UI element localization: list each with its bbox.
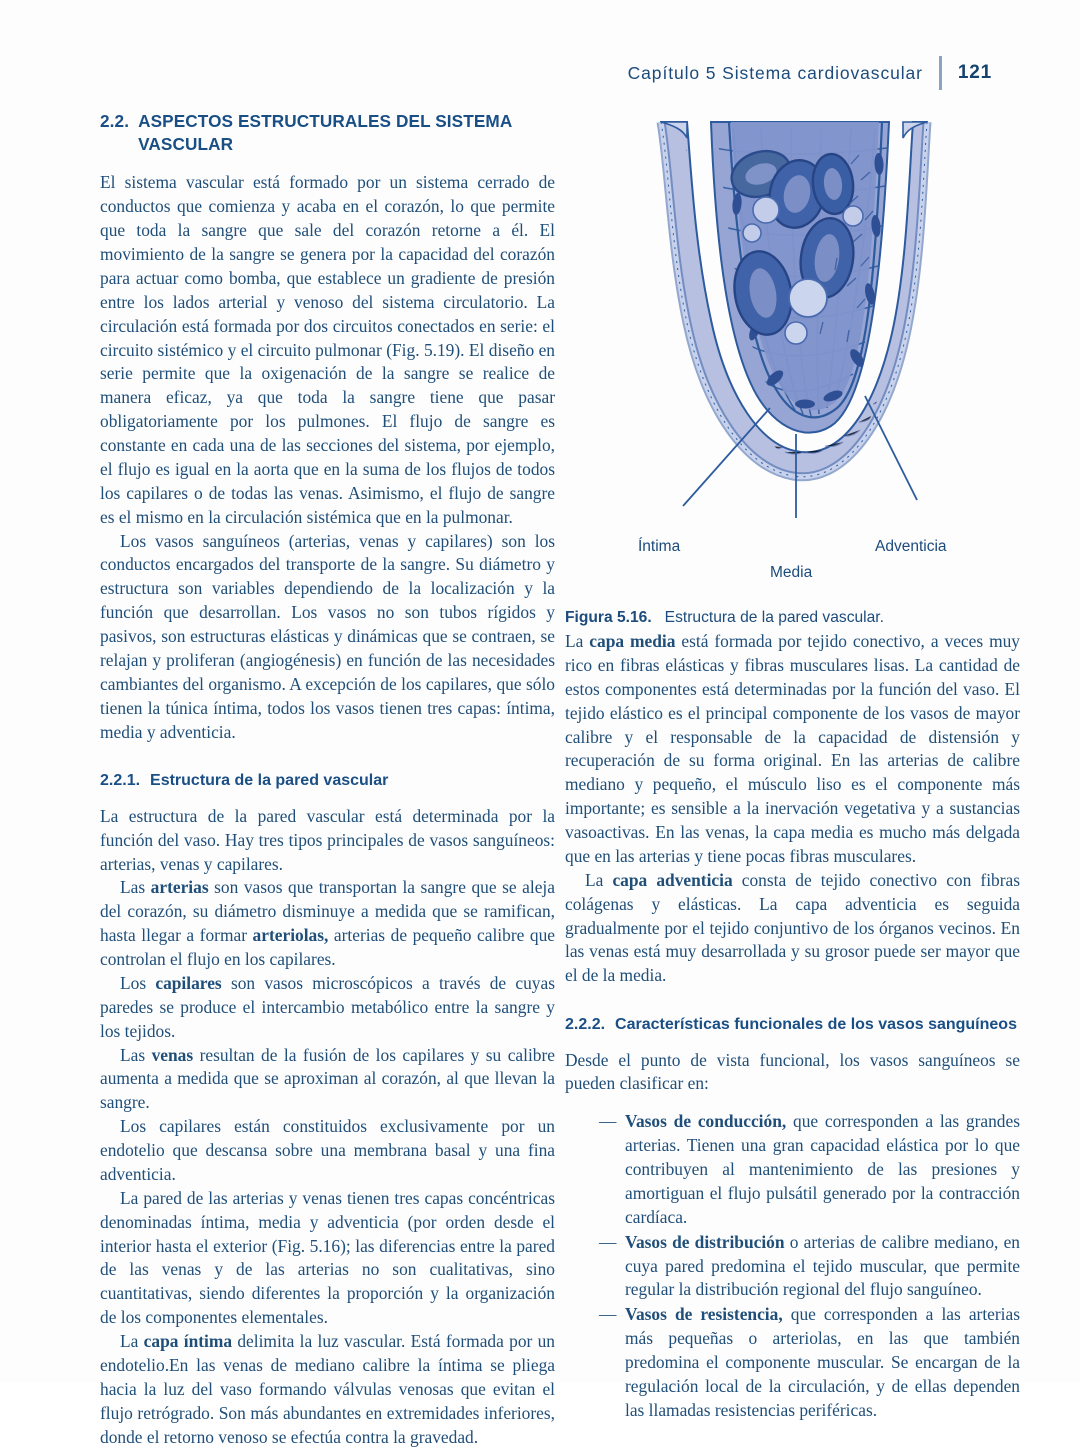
right-column: [565, 630, 1020, 1424]
subsection-heading-2-2-1: [100, 770, 555, 791]
figure-label-intima: Íntima: [638, 538, 681, 555]
paragraph: Las arterias son vasos que transportan la sangre que se aleja del corazón, su diámetro disminuye a medida que se ramifican, hasta llegar a formar arteriolas, arterias de pequeño calibre que controlan el flujo en los capilares.: [100, 877, 556, 970]
subsection-title: Estructura de la pared vascular: [150, 772, 389, 790]
list-dash: —: [599, 1304, 617, 1325]
paragraph: La capa adventicia consta de tejido conectivo con fibras colágenas y elásticas. La capa adventicia es seguida gradualmente por el tejido conjuntivo de los órganos vecinos. En las venas está muy desarrollada y su grosor puede ser mayor que el de la media.: [565, 869, 1020, 986]
list-dash: —: [599, 1231, 617, 1252]
leader-adventicia: [865, 396, 917, 500]
list-dash: —: [599, 1111, 617, 1132]
paragraph: Los vasos sanguíneos (arterias, venas y capilares) son los conductos encargados del transporte de la sangre. Su diámetro y estructura son variables dependiendo de la localización y la función que desarrollan. Los vasos no son tubos rígidos y pasivos, son estructuras elásticas y dinámicas que se contraen, se relajan y proliferan (angiogénesis) en función de las necesidades cambiantes del organismo. A excepción de los capilares, que sólo tienen la túnica íntima, todos los vasos tienen tres capas: íntima, media y adventicia.: [100, 530, 555, 742]
list-item: — Vasos de conducción, que corresponden a las grandes arterias. Tienen una gran capacidad elástica por lo que contribuyen al mantenimiento de las presiones y amortiguan el flujo pulsátil generado por la contracción cardíaca.: [599, 1111, 1020, 1227]
left-subsection-body: [100, 805, 555, 1449]
paragraph: Las venas resultan de la fusión de los capilares y su calibre aumenta a medida que se aproximan al corazón, al que llevan la sangre.: [100, 1044, 555, 1113]
paragraph: El sistema vascular está formado por un sistema cerrado de conductos que comienza y acaba en el corazón, lo que permite que toda la sangre que sale del corazón retorne a él. El movimiento de la sangre se genera por la capacidad del corazón para actuar como bomba, que establece un gradiente de presión entre los lados arterial y venoso del sistema circulatorio. La circulación está formada por dos circuitos conectados en serie: el circuito sistémico y el circuito pulmonar (Fig. 5.19). El diseño en serie permite que la oxigenación de la sangre se realice de manera eficaz, ya que toda la sangre tiene que pasar obligatoriamente por los pulmones. El flujo de sangre es constante en cada una de las secciones del sistema, por ejemplo, el flujo es igual en la aorta que en la suma de los flujos de todos los capilares o de todas las venas. Asimismo, el flujo de sangre es el mismo en la circulación sistémica que en la pulmonar.: [100, 172, 555, 527]
figure-5-16: [565, 108, 1020, 628]
vessel-type-list: [565, 1110, 1020, 1422]
running-head-chapter: Capítulo 5 Sistema cardiovascular: [627, 62, 923, 83]
list-item: — Vasos de distribución o arterias de calibre mediano, en cuya pared predomina el tejido muscular, que permite regular la distribución regional del flujo sanguíneo.: [599, 1231, 1020, 1300]
running-head: [628, 56, 992, 90]
vessel-wall-illustration: [565, 108, 1020, 528]
section-heading-2-2: [100, 110, 555, 155]
left-column: [100, 110, 555, 1449]
list-item: — Vasos de resistencia, que corresponden a las arterias más pequeñas o arteriolas, en las que también predomina el componente muscular. Se encargan de la regulación local de la circulación, y de ellas dependen las llamadas resistencias periféricas.: [599, 1304, 1021, 1420]
paragraph: La pared de las arterias y venas tienen tres capas concéntricas denominadas íntima, media y adventicia (por orden desde el interior hasta el exterior (Fig. 5.16); las diferencias entre la pared de las venas y de las arterias no son cualitativas, sino cuantitativas, siendo diferentes la proporción y la organización de los componentes elementales.: [100, 1187, 555, 1328]
subsection-number: 2.2.2.: [565, 1016, 606, 1034]
subsection-title: Características funcionales de los vasos sanguíneos: [615, 1016, 1017, 1034]
figure-label-media: Media: [770, 564, 813, 581]
right-column-paragraphs: [565, 630, 1020, 988]
paragraph: La capa íntima delimita la luz vascular. Está formada por un endotelio.En las venas de mediano calibre la íntima se pliega hacia la luz del vaso formando válvulas venosas que evitan el flujo retrógrado. Son más abundantes en extremidades inferiores, donde el retorno venoso se efectúa contra la gravedad.: [100, 1331, 555, 1447]
figure-labels: [565, 528, 1020, 590]
figure-caption: [565, 608, 1020, 628]
paragraph: La capa media está formada por tejido conectivo, a veces muy rico en fibras elásticas y fibras musculares lisas. La cantidad de estos componentes está determinadas por la función del vaso. El tejido elástico es el principal componente de los vasos de mayor calibre y el responsable de la capacidad de distensión y recuperación de su forma original. En las arterias de calibre mediano y pequeño, el músculo liso es el componente más importante; es sensible a la inervación vegetativa y a sustancias vasoactivas. En las venas, la capa media es mucho más delgada que en las arterias y tiene pocas fibras musculares.: [565, 631, 1020, 866]
running-head-divider: [939, 56, 942, 90]
paragraph: Los capilares están constituidos exclusivamente por un endotelio que descansa sobre una membrana basal y una fina adventicia.: [100, 1116, 555, 1184]
figure-caption-text: Estructura de la pared vascular.: [664, 609, 884, 626]
subsection-number: 2.2.1.: [100, 772, 141, 790]
paragraph: Desde el punto de vista funcional, los vasos sanguíneos se pueden clasificar en:: [565, 1049, 1020, 1094]
paragraph: Los capilares son vasos microscópicos a través de cuyas paredes se produce el intercambio metabólico entre la sangre y los tejidos.: [100, 972, 555, 1041]
subsection-heading-2-2-2: [565, 1014, 1020, 1035]
paragraph: La estructura de la pared vascular está determinada por la función del vaso. Hay tres tipos principales de vasos sanguíneos: arterias, venas y capilares.: [100, 805, 555, 874]
section-number: 2.2.: [100, 111, 130, 131]
vessel-diagram-svg: [565, 108, 1020, 528]
figure-label-adventicia: Adventicia: [875, 538, 947, 555]
figure-number: Figura 5.16.: [565, 609, 652, 626]
page-number: 121: [957, 62, 992, 83]
section-title: ASPECTOS ESTRUCTURALES DEL SISTEMA VASCULAR: [138, 111, 512, 154]
